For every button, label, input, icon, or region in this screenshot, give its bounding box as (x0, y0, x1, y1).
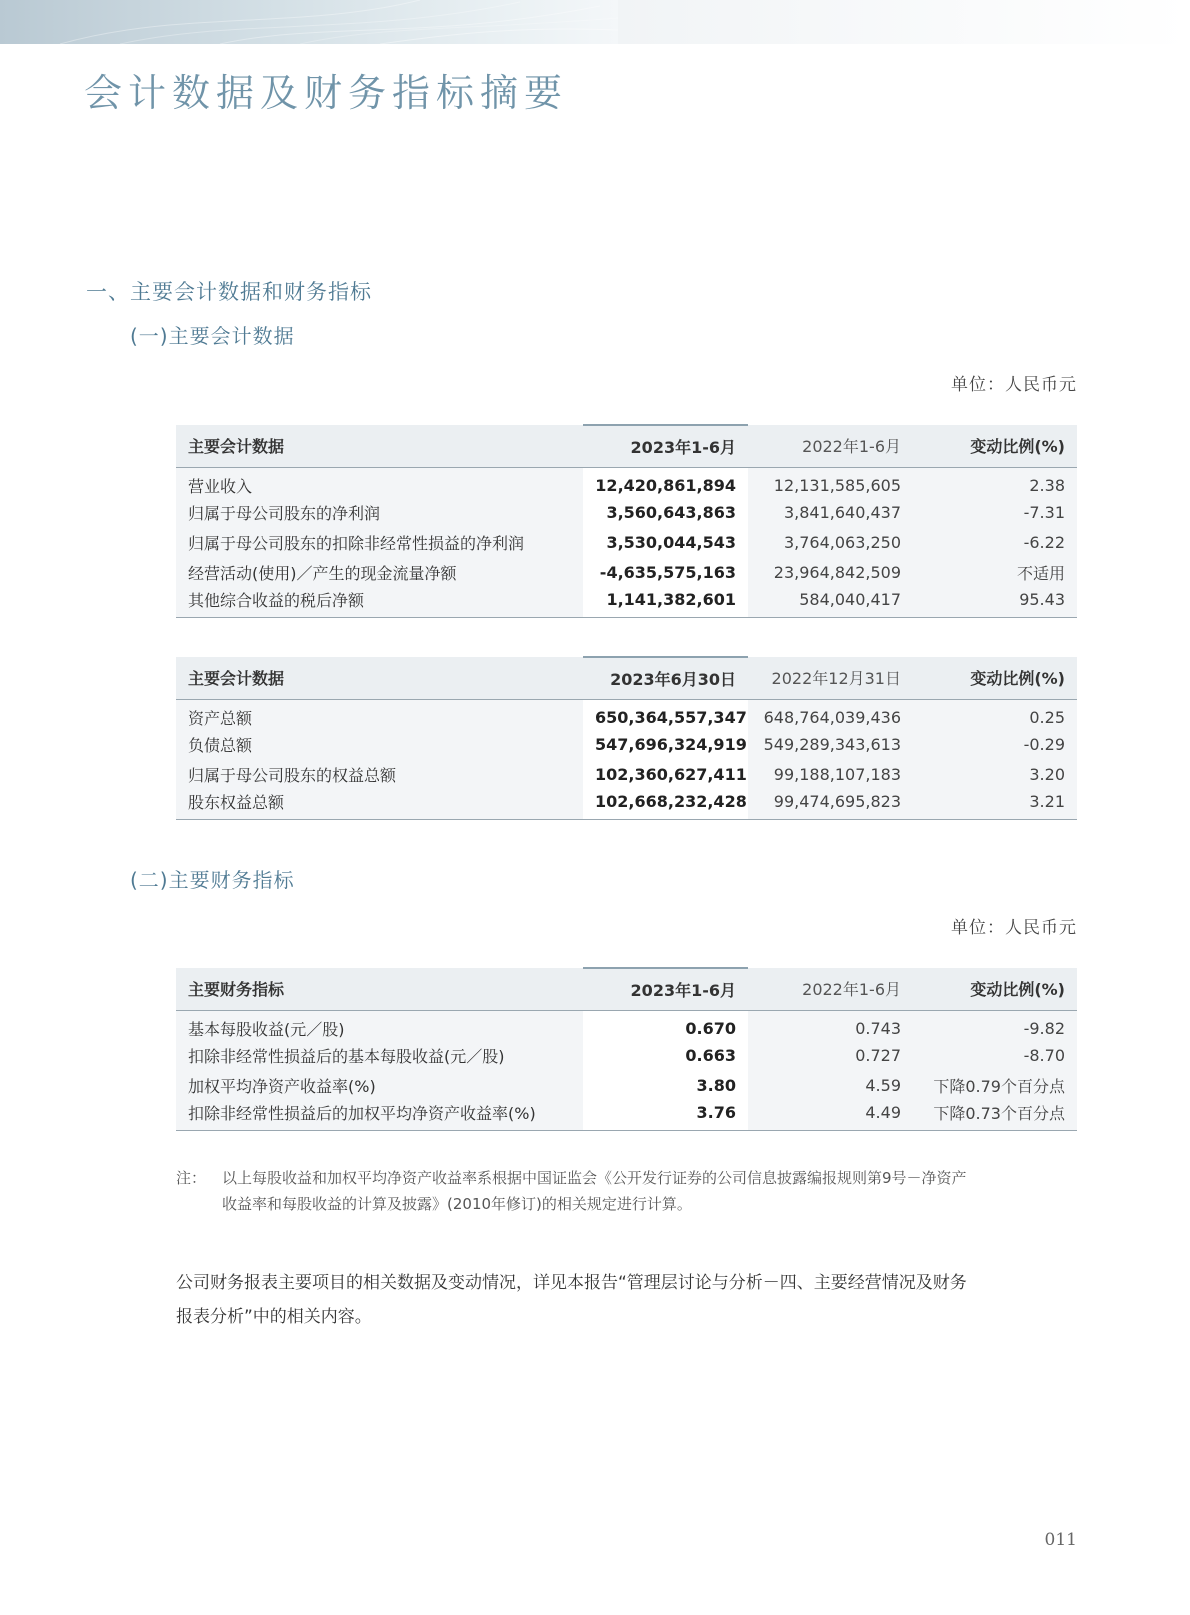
cell-current: 650,364,557,347 (583, 699, 748, 729)
column-header: 主要会计数据 (176, 425, 583, 467)
footnote-line: 收益率和每股收益的计算及披露》(2010年修订)的相关规定进行计算。 (222, 1195, 692, 1213)
column-header-change: 变动比例(%) (913, 968, 1077, 1010)
cell-current: -4,635,575,163 (583, 557, 748, 587)
paragraph-line: 公司财务报表主要项目的相关数据及变动情况，详见本报告“管理层讨论与分析－四、主要经营情况及财务 (176, 1273, 967, 1293)
cell-current: 547,696,324,919 (583, 729, 748, 759)
row-label: 营业收入 (188, 476, 253, 496)
cell-change: -9.82 (1023, 1018, 1065, 1038)
table-row (176, 587, 1077, 617)
cell-current: 3.80 (583, 1070, 748, 1100)
column-header-current: 2023年1-6月 (583, 425, 748, 467)
subsection-heading-accounting-data: (一)主要会计数据 (130, 324, 295, 348)
unit-label: 单位：人民币元 (951, 375, 1077, 395)
table-row (176, 497, 1077, 527)
table-row (176, 557, 1077, 587)
reference-paragraph (176, 1266, 1077, 1334)
cell-change: 3.20 (1029, 764, 1065, 784)
cell-current: 3,560,643,863 (583, 497, 748, 527)
table-row (176, 729, 1077, 759)
table-row (176, 759, 1077, 789)
table-row (176, 789, 1077, 819)
cell-prior: 12,131,585,605 (773, 475, 901, 495)
table-row (176, 1070, 1077, 1100)
cell-change: -8.70 (1023, 1045, 1065, 1065)
cell-change: 下降0.79个百分点 (933, 1076, 1065, 1096)
table-row (176, 527, 1077, 557)
row-label: 归属于母公司股东的扣除非经常性损益的净利润 (188, 533, 525, 553)
cell-change: 下降0.73个百分点 (913, 1100, 1077, 1130)
table-header-row (176, 425, 1077, 467)
unit-label: 单位：人民币元 (951, 918, 1077, 938)
column-header-current: 2023年1-6月 (583, 968, 748, 1010)
column-header: 主要会计数据 (176, 657, 583, 699)
paragraph-line: 报表分析”中的相关内容。 (176, 1307, 372, 1327)
accounting-data-table-balance (176, 656, 1077, 820)
cell-change: -7.31 (1023, 502, 1065, 522)
cell-prior: 648,764,039,436 (763, 707, 901, 727)
subsection-heading-financial-indicators: (二)主要财务指标 (130, 868, 295, 892)
header-banner-decoration (0, 0, 618, 44)
table-row (176, 1100, 1077, 1130)
section-heading: 一、主要会计数据和财务指标 (86, 280, 372, 304)
cell-current: 3.76 (583, 1100, 748, 1130)
financial-indicators-table (176, 967, 1077, 1131)
footnote-body (222, 1165, 1077, 1217)
header-banner-fade (618, 0, 1190, 44)
cell-current: 0.670 (583, 1010, 748, 1040)
accounting-data-table-period (176, 424, 1077, 618)
row-label: 其他综合收益的税后净额 (176, 587, 583, 617)
row-label: 扣除非经常性损益后的基本每股收益(元／股) (188, 1046, 505, 1066)
column-header: 主要财务指标 (176, 968, 583, 1010)
cell-prior: 4.49 (748, 1100, 913, 1130)
cell-current: 1,141,382,601 (583, 587, 748, 617)
row-label: 基本每股收益(元／股) (188, 1019, 345, 1039)
row-label: 经营活动(使用)／产生的现金流量净额 (188, 563, 457, 583)
cell-prior: 0.743 (855, 1018, 901, 1038)
cell-prior: 99,474,695,823 (748, 789, 913, 819)
cell-current: 102,668,232,428 (583, 789, 748, 819)
cell-change: 95.43 (913, 587, 1077, 617)
cell-current: 3,530,044,543 (583, 527, 748, 557)
page-title: 会计数据及财务指标摘要 (84, 71, 569, 115)
cell-prior: 0.727 (855, 1045, 901, 1065)
table-row (176, 467, 1077, 497)
cell-current: 12,420,861,894 (583, 467, 748, 497)
row-label: 扣除非经常性损益后的加权平均净资产收益率(%) (176, 1100, 583, 1130)
table-header-row (176, 657, 1077, 699)
row-label: 资产总额 (188, 708, 253, 728)
row-label: 股东权益总额 (176, 789, 583, 819)
footnote-tag: 注： (176, 1169, 207, 1187)
cell-change: 3.21 (913, 789, 1077, 819)
cell-prior: 549,289,343,613 (763, 734, 901, 754)
cell-prior: 584,040,417 (748, 587, 913, 617)
column-header-change: 变动比例(%) (913, 425, 1077, 467)
cell-prior: 3,841,640,437 (783, 502, 901, 522)
footnote-line: 以上每股收益和加权平均净资产收益率系根据中国证监会《公开发行证券的公司信息披露编报规则第9号－净资产 (222, 1169, 967, 1187)
cell-change: 2.38 (1029, 475, 1065, 495)
cell-prior: 3,764,063,250 (783, 532, 901, 552)
cell-change: 不适用 (1016, 563, 1065, 583)
column-header-prior: 2022年12月31日 (748, 657, 913, 699)
row-label: 归属于母公司股东的权益总额 (188, 765, 397, 785)
column-header-prior: 2022年1-6月 (748, 425, 913, 467)
column-header-prior: 2022年1-6月 (748, 968, 913, 1010)
table-row (176, 699, 1077, 729)
table-header-row (176, 968, 1077, 1010)
column-header-change: 变动比例(%) (913, 657, 1077, 699)
table-row (176, 1040, 1077, 1070)
wave-pattern-decoration (0, 0, 618, 44)
footnote (176, 1165, 1077, 1217)
cell-change: 0.25 (1029, 707, 1065, 727)
cell-prior: 99,188,107,183 (773, 764, 901, 784)
table-row (176, 1010, 1077, 1040)
cell-change: -6.22 (1023, 532, 1065, 552)
cell-current: 0.663 (583, 1040, 748, 1070)
page-number: 011 (1044, 1530, 1077, 1550)
cell-current: 102,360,627,411 (583, 759, 748, 789)
column-header-current: 2023年6月30日 (583, 657, 748, 699)
cell-change: -0.29 (1023, 734, 1065, 754)
row-label: 归属于母公司股东的净利润 (188, 503, 381, 523)
row-label: 加权平均净资产收益率(%) (188, 1076, 376, 1096)
cell-prior: 4.59 (865, 1075, 901, 1095)
cell-prior: 23,964,842,509 (773, 562, 901, 582)
row-label: 负债总额 (188, 735, 253, 755)
